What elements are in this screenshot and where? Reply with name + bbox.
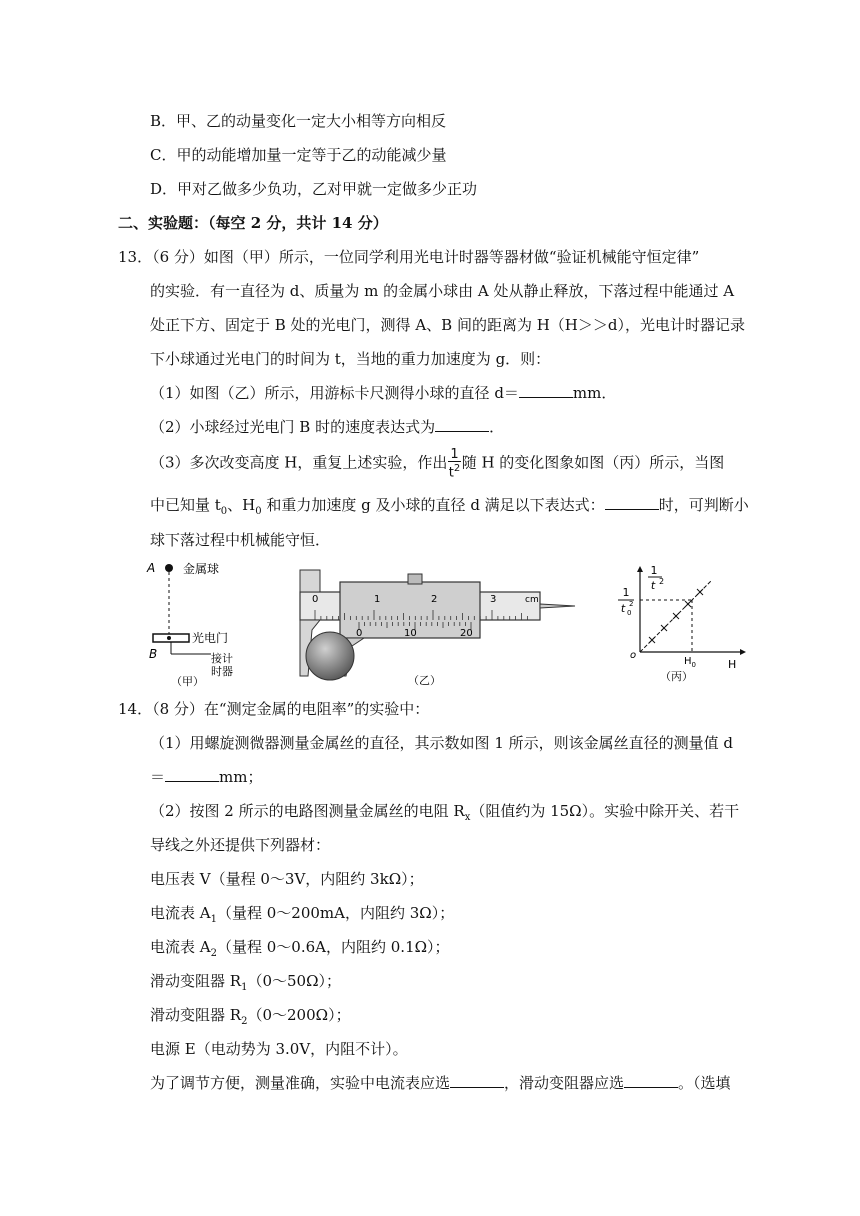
answer-blank <box>450 1073 504 1088</box>
x-axis-label: H <box>728 658 737 671</box>
q13-line3: 处正下方、固定于 B 处的光电门，测得 A、B 间的距离为 H（H＞＞d），光电计时器记录 <box>150 316 745 334</box>
tick-vernier-0: 0 <box>356 628 363 639</box>
ball <box>306 632 354 680</box>
q13-part2 <box>150 417 504 437</box>
fraction-denominator: $t^2$ <box>448 463 461 481</box>
q13-part3-line3: 球下落过程中机械能守恒． <box>150 531 331 549</box>
y-label-exp: 2 <box>659 577 665 586</box>
tick-main-1: 1 <box>374 594 381 605</box>
equipment-voltmeter: 电压表 V（量程 0～3V，内阻约 3kΩ）； <box>150 870 424 888</box>
q13-part2-end: ． <box>489 418 505 436</box>
figure-bing-graph <box>612 560 747 690</box>
q13-part3-text2: 随 H 的变化图象如图（丙）所示，当图 <box>461 453 725 472</box>
tick-main-2: 2 <box>431 594 438 605</box>
answer-blank <box>605 495 659 510</box>
figure-jia <box>145 558 265 688</box>
equipment-ammeter-a1: 电流表 $A_1$（量程 0～200mA，内阻约 3Ω）； <box>150 904 455 925</box>
t0-num: 1 <box>622 586 630 599</box>
label-b: B <box>149 647 158 661</box>
q14-part1-line1: （1）用螺旋测微器测量金属丝的直径，其示数如图 1 所示，则该金属丝直径的测量值 d <box>150 734 733 752</box>
fraction-1-over-t2 <box>448 448 460 479</box>
q13-part2-text: （2）小球经过光电门 B 时的速度表达式为 <box>150 418 436 436</box>
t0-den: t <box>620 602 626 615</box>
answer-blank <box>519 383 573 398</box>
q13-part3-line2: 中已知量 $t_0$、$H_0$ 和重力加速度 g 及小球的直径 d 满足以下表达式： 时，可判断小 <box>150 496 749 517</box>
q13-part1-unit: mm． <box>572 384 617 402</box>
option-b: B．甲、乙的动量变化一定大小相等方向相反 <box>150 112 447 130</box>
option-c: C．甲的动能增加量一定等于乙的动能减少量 <box>150 146 447 164</box>
t0-exp: 2 <box>629 600 634 608</box>
q13-line2: 的实验．有一直径为 d、质量为 m 的金属小球由 A 处从静止释放，下落过程中能通过 A <box>150 282 735 300</box>
caption-bing: （丙） <box>660 670 693 683</box>
caption-jia: （甲） <box>171 675 204 688</box>
t0-sub: 0 <box>627 609 632 617</box>
answer-blank <box>435 417 489 432</box>
figure-yi-caliper <box>280 560 590 690</box>
q14-line1: 14．（8 分）在“测定金属的电阻率”的实验中： <box>118 700 430 718</box>
label-ball: 金属球 <box>183 562 220 576</box>
q13-part1-text: （1）如图（乙）所示，用游标卡尺测得小球的直径 d＝ <box>150 384 519 402</box>
y-label-num: 1 <box>650 564 658 577</box>
tick-main-0: 0 <box>312 594 319 605</box>
section-title: 二、实验题：（每空 2 分，共计 14 分） <box>118 214 388 232</box>
option-d: D．甲对乙做多少负功，乙对甲就一定做多少正功 <box>150 180 478 198</box>
answer-blank <box>624 1073 678 1088</box>
y-label-den: t <box>650 579 656 592</box>
q13-line4: 下小球通过光电门的时间为 t，当地的重力加速度为 g．则： <box>150 350 551 368</box>
tick-vernier-20: 20 <box>460 628 473 639</box>
origin-label: o <box>630 650 637 661</box>
q13-part3-text: （3）多次改变高度 H，重复上述实验，作出 <box>150 453 448 472</box>
unit-cm: cm <box>525 595 539 605</box>
equipment-ammeter-a2: 电流表 $A_2$（量程 0～0.6A，内阻约 0.1Ω）； <box>150 938 450 959</box>
q14-part2-line2: 导线之外还提供下列器材： <box>150 836 331 854</box>
equipment-power: 电源 E（电动势为 3.0V，内阻不计）。 <box>150 1040 408 1058</box>
q13-line1: 13．（6 分）如图（甲）所示，一位同学利用光电计时器等器材做“验证机械能守恒定律” <box>118 248 700 266</box>
q14-part1-line2: ＝ mm； <box>150 768 263 786</box>
equipment-rheostat-r1: 滑动变阻器 $R_1(0\sim 50\Omega)$； <box>150 972 342 993</box>
tick-vernier-10: 10 <box>404 628 417 639</box>
caption-yi: （乙） <box>408 674 441 687</box>
label-photogate: 光电门 <box>192 631 229 645</box>
label-timer1: 接计 <box>211 652 233 665</box>
h0-label: $H_0$ <box>684 656 696 669</box>
q13-part3 <box>150 448 724 479</box>
equipment-rheostat-r2: 滑动变阻器 $R_2(0\sim 200\Omega)$； <box>150 1006 351 1027</box>
label-a: A <box>147 561 156 575</box>
answer-blank <box>165 767 219 782</box>
fraction-numerator: 1 <box>450 447 459 462</box>
q14-select-line: 为了调节方便，测量准确，实验中电流表应选 ，滑动变阻器应选 。（选填 <box>150 1074 731 1092</box>
q13-part1 <box>150 383 616 403</box>
label-timer2: 时器 <box>211 665 233 678</box>
metal-ball-dot <box>165 564 173 572</box>
tick-main-3: 3 <box>490 594 497 605</box>
q14-part2-line1: （2）按图 2 所示的电路图测量金属丝的电阻 $R_x$（阻值约为 15Ω）。实验中除开关、若干 <box>150 802 740 823</box>
